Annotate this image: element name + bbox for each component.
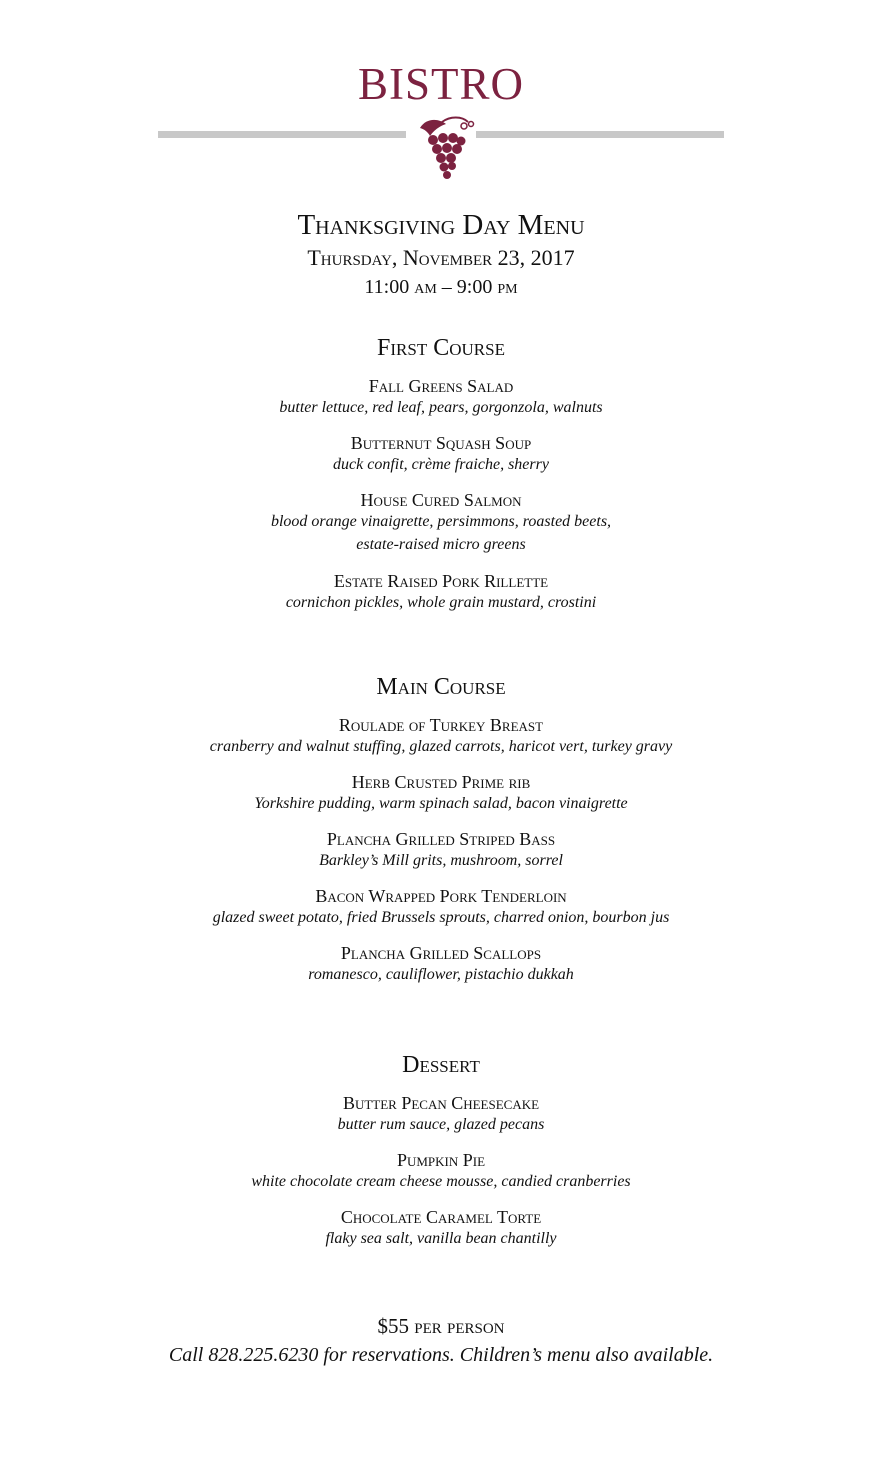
item-name: Butter Pecan Cheesecake [342,1093,540,1113]
item-description: cranberry and walnut stuffing, glazed carrots, haricot vert, turkey gravy [209,738,673,755]
item-name: Fall Greens Salad [368,376,514,396]
item-name: Herb Crusted Prime rib [351,772,531,792]
item-description: white chocolate cream cheese mousse, candied cranberries [251,1173,631,1190]
item-description: glazed sweet potato, fried Brussels sprouts, charred onion, bourbon jus [212,909,670,926]
item-name: Plancha Grilled Scallops [340,943,542,963]
grape-cluster-icon [420,118,474,180]
section-title: Main Course [376,674,506,700]
item-name: Estate Raised Pork Rillette [333,571,549,591]
item-description: flaky sea salt, vanilla bean chantilly [325,1230,557,1247]
menu-item [0,1149,882,1193]
item-description: butter lettuce, red leaf, pears, gorgonzola, walnuts [279,399,603,416]
item-description: blood orange vinaigrette, persimmons, roasted beets, [270,513,612,530]
item-description: Barkley’s Mill grits, mushroom, sorrel [319,852,563,869]
divider-rule-right [476,131,724,138]
menu-item [0,432,882,476]
brand-name: BISTRO [357,59,525,109]
item-name: Roulade of Turkey Breast [338,715,544,735]
menu-item [0,828,882,872]
menu-header [0,206,882,302]
grape-vine-divider [158,114,724,182]
item-description: butter rum sauce, glazed pecans [337,1116,545,1133]
item-description: cornichon pickles, whole grain mustard, crostini [285,594,597,611]
item-name: House Cured Salmon [360,490,522,510]
menu-footer [0,1312,882,1370]
menu-title: Thanksgiving Day Menu [297,209,585,241]
main-course-section [0,672,882,999]
item-name: Plancha Grilled Striped Bass [326,829,556,849]
menu-item [0,885,882,929]
menu-item [0,375,882,419]
logo [0,58,882,110]
item-description: Yorkshire pudding, warm spinach salad, bacon vinaigrette [254,795,628,812]
section-title: Dessert [402,1052,480,1078]
item-name: Butternut Squash Soup [350,433,532,453]
item-description: duck confit, crème fraiche, sherry [333,456,549,473]
divider-rule-left [158,131,406,138]
menu-item [0,1092,882,1136]
menu-date: Thursday, November 23, 2017 [307,245,575,270]
first-course-section [0,333,882,627]
menu-item [0,942,882,986]
section-title: First Course [377,335,505,361]
item-name: Chocolate Caramel Torte [340,1207,542,1227]
menu-item [0,570,882,614]
menu-item [0,1206,882,1250]
item-description-continued: estate-raised micro greens [356,536,526,553]
item-description: romanesco, cauliflower, pistachio dukkah [308,966,574,983]
item-name: Bacon Wrapped Pork Tenderloin [315,886,567,906]
menu-hours: 11:00 am – 9:00 pm [364,276,518,298]
price: $55 per person [377,1314,505,1338]
reservations-note: Call 828.225.6230 for reservations. Children’s menu also available. [168,1344,714,1366]
menu-item [0,489,882,557]
item-name: Pumpkin Pie [396,1150,486,1170]
menu-item [0,714,882,758]
menu-item [0,771,882,815]
dessert-section [0,1050,882,1263]
